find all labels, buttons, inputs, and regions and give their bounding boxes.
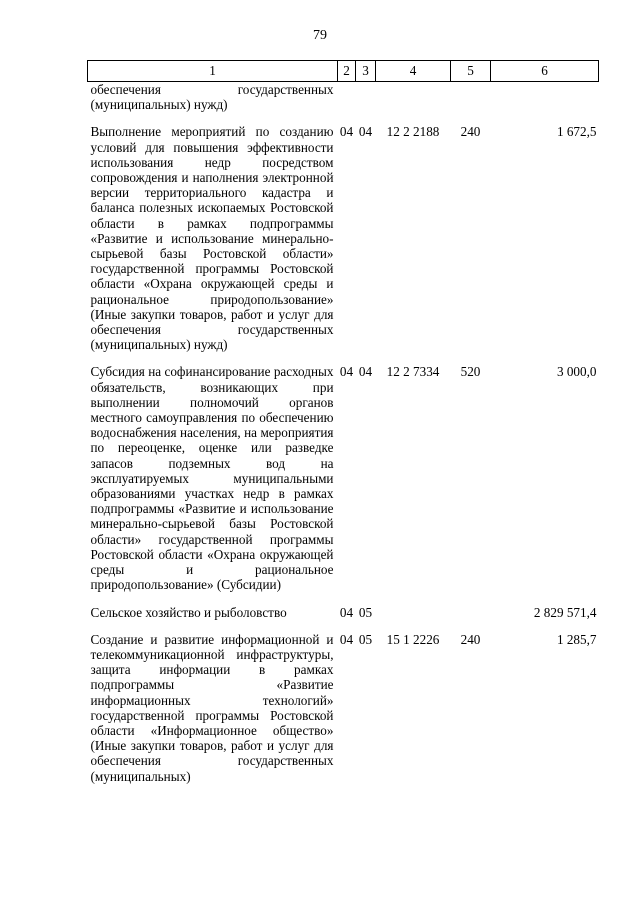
row-target-article: 12 2 7334 bbox=[386, 364, 440, 380]
row-expense-type: 240 bbox=[460, 631, 481, 647]
table-row bbox=[88, 352, 599, 592]
row-target-article bbox=[376, 593, 451, 620]
table-header bbox=[88, 61, 599, 82]
row-subsection: 05 bbox=[358, 631, 373, 647]
row-section: 04 bbox=[339, 124, 354, 140]
row-target-article: 15 1 2226 bbox=[386, 631, 440, 647]
row-expense-type: 240 bbox=[460, 124, 481, 140]
row-subsection: 04 bbox=[358, 364, 373, 380]
row-amount: 1 285,7 bbox=[556, 631, 597, 647]
row-amount: 1 672,5 bbox=[556, 124, 597, 140]
budget-table bbox=[87, 60, 599, 784]
row-amount: 3 000,0 bbox=[556, 364, 597, 380]
table-row bbox=[88, 112, 599, 352]
table-row bbox=[88, 593, 599, 620]
row-description: Создание и развитие информационной и телекоммуникационной инфраструктуры, защита информации в рамках подпрограммы «Развитие информационных технологий» государственной программы Ростовской области «Информационное общество» (Иные закупки товаров, работ и услуг для обеспечения государственных (муниципальных) bbox=[90, 631, 334, 784]
row-amount bbox=[491, 82, 599, 113]
page-number: 79 bbox=[313, 28, 327, 43]
row-description: Субсидия на софинансирование расходных обязательств, возникающих при выполнении полномочий органов местного самоуправления по обеспечению водоснабжения населения, на мероприятия по переоценке, оценке или разведке запасов подземных вод на эксплуатируемых муниципальными образованиями участках недр в рамках подпрограммы «Развитие и использование минерально-сырьевой базы Ростовской области» государственной программы Ростовской области «Охрана окружающей среды и рациональное природопользование» (Субсидии) bbox=[90, 364, 334, 593]
header-col-1: 1 bbox=[88, 61, 338, 82]
row-section: 04 bbox=[339, 604, 354, 620]
header-col-4: 4 bbox=[376, 61, 451, 82]
row-section: 04 bbox=[339, 631, 354, 647]
row-target-article bbox=[376, 82, 451, 113]
header-col-3: 3 bbox=[356, 61, 376, 82]
row-amount: 2 829 571,4 bbox=[533, 604, 597, 620]
row-section: 04 bbox=[339, 364, 354, 380]
header-row bbox=[88, 61, 599, 82]
table-row bbox=[88, 620, 599, 784]
row-section bbox=[338, 82, 356, 113]
row-expense-type bbox=[451, 593, 491, 620]
row-description: Сельское хозяйство и рыболовство bbox=[90, 604, 287, 620]
row-subsection bbox=[356, 82, 376, 113]
table-row bbox=[88, 82, 599, 113]
table-body bbox=[88, 82, 599, 784]
row-subsection: 04 bbox=[358, 124, 373, 140]
row-subsection: 05 bbox=[358, 604, 373, 620]
row-description: Выполнение мероприятий по созданию условий для повышения эффективности использования недр посредством сопровождения и наполнения электронной версии территориального кадастра и баланса полезных ископаемых Ростовской области в рамках подпрограммы «Развитие и использование минерально-сырьевой базы Ростовской области» государственной программы Ростовской области «Охрана окружающей среды и рациональное природопользование» (Иные закупки товаров, работ и услуг для обеспечения государственных (муниципальных) нужд) bbox=[90, 124, 334, 353]
row-target-article: 12 2 2188 bbox=[386, 124, 440, 140]
row-expense-type bbox=[451, 82, 491, 113]
row-expense-type: 520 bbox=[460, 364, 481, 380]
row-description: обеспечения государственных (муниципальных) нужд) bbox=[90, 82, 334, 113]
header-col-6: 6 bbox=[491, 61, 599, 82]
header-col-5: 5 bbox=[451, 61, 491, 82]
header-col-2: 2 bbox=[338, 61, 356, 82]
